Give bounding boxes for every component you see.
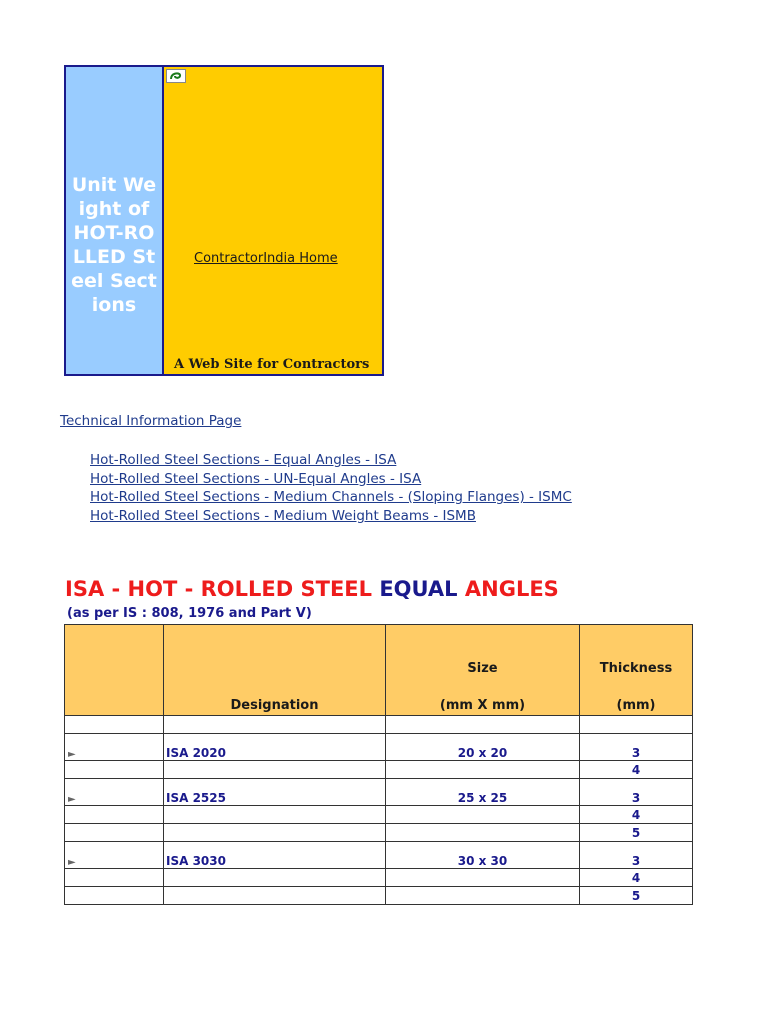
header-blank <box>65 625 164 716</box>
thickness-cell: 3 <box>580 842 693 869</box>
swirl-logo-icon[interactable] <box>166 69 186 83</box>
table-row <box>65 779 693 806</box>
header-designation: Designation <box>164 625 386 716</box>
size-cell <box>386 869 580 887</box>
empty-cell <box>65 716 164 734</box>
thickness-cell: 5 <box>580 887 693 905</box>
table-row <box>65 716 693 734</box>
header-banner <box>64 65 384 376</box>
empty-cell <box>580 716 693 734</box>
table-row <box>65 869 693 887</box>
designation-cell <box>164 761 386 779</box>
link-item <box>90 486 572 505</box>
banner-info-panel <box>164 67 382 374</box>
title-part-2: EQUAL <box>379 577 458 601</box>
table-body <box>65 716 693 905</box>
empty-cell <box>65 824 164 842</box>
thickness-cell: 4 <box>580 806 693 824</box>
table-row <box>65 842 693 869</box>
equal-angles-table <box>64 624 693 905</box>
size-cell <box>386 887 580 905</box>
table-row <box>65 887 693 905</box>
contractorindia-home-link[interactable]: ContractorIndia Home <box>194 251 338 266</box>
designation-cell <box>164 824 386 842</box>
link-item <box>90 449 572 468</box>
designation-cell: ISA 3030 <box>164 842 386 869</box>
empty-cell <box>65 869 164 887</box>
designation-cell <box>164 869 386 887</box>
row-arrow-icon[interactable]: ► <box>65 779 164 806</box>
technical-information-link[interactable]: Technical Information Page <box>60 413 242 429</box>
empty-cell <box>65 806 164 824</box>
banner-title: Unit Weight of HOT-ROLLED Steel Sections <box>71 173 157 316</box>
designation-cell <box>164 806 386 824</box>
thickness-cell: 4 <box>580 869 693 887</box>
row-arrow-icon[interactable]: ► <box>65 734 164 761</box>
empty-cell <box>65 887 164 905</box>
header-size: Size (mm X mm) <box>386 625 580 716</box>
title-part-1: ISA - HOT - ROLLED STEEL <box>65 577 380 601</box>
table-row <box>65 824 693 842</box>
table-header-row <box>65 625 693 716</box>
empty-cell <box>386 716 580 734</box>
link-equal-angles[interactable]: Hot-Rolled Steel Sections - Equal Angles - ISA <box>90 452 397 468</box>
empty-cell <box>65 761 164 779</box>
row-arrow-icon[interactable]: ► <box>65 842 164 869</box>
thickness-cell: 5 <box>580 824 693 842</box>
link-medium-beams[interactable]: Hot-Rolled Steel Sections - Medium Weight Beams - ISMB <box>90 507 476 524</box>
size-cell <box>386 824 580 842</box>
link-item <box>90 505 572 524</box>
banner-title-panel <box>66 67 164 374</box>
title-part-3: ANGLES <box>457 577 559 601</box>
link-item <box>90 468 572 487</box>
section-links <box>90 449 572 523</box>
designation-cell: ISA 2020 <box>164 734 386 761</box>
designation-cell <box>164 887 386 905</box>
designation-cell: ISA 2525 <box>164 779 386 806</box>
tagline: A Web Site for Contractors <box>174 357 370 372</box>
size-cell: 25 x 25 <box>386 779 580 806</box>
thickness-cell: 4 <box>580 761 693 779</box>
page-title <box>65 577 559 601</box>
size-cell: 20 x 20 <box>386 734 580 761</box>
size-cell <box>386 761 580 779</box>
link-medium-channels[interactable]: Hot-Rolled Steel Sections - Medium Channels - (Sloping Flanges) - ISMC <box>90 489 572 505</box>
size-cell: 30 x 30 <box>386 842 580 869</box>
thickness-cell: 3 <box>580 779 693 806</box>
size-cell <box>386 806 580 824</box>
thickness-cell: 3 <box>580 734 693 761</box>
table-row <box>65 806 693 824</box>
link-unequal-angles[interactable]: Hot-Rolled Steel Sections - UN-Equal Angles - ISA <box>90 470 422 487</box>
table-row <box>65 734 693 761</box>
table-row <box>65 761 693 779</box>
page-subtitle: (as per IS : 808, 1976 and Part V) <box>67 606 312 621</box>
empty-cell <box>164 716 386 734</box>
header-thickness: Thickness (mm) <box>580 625 693 716</box>
